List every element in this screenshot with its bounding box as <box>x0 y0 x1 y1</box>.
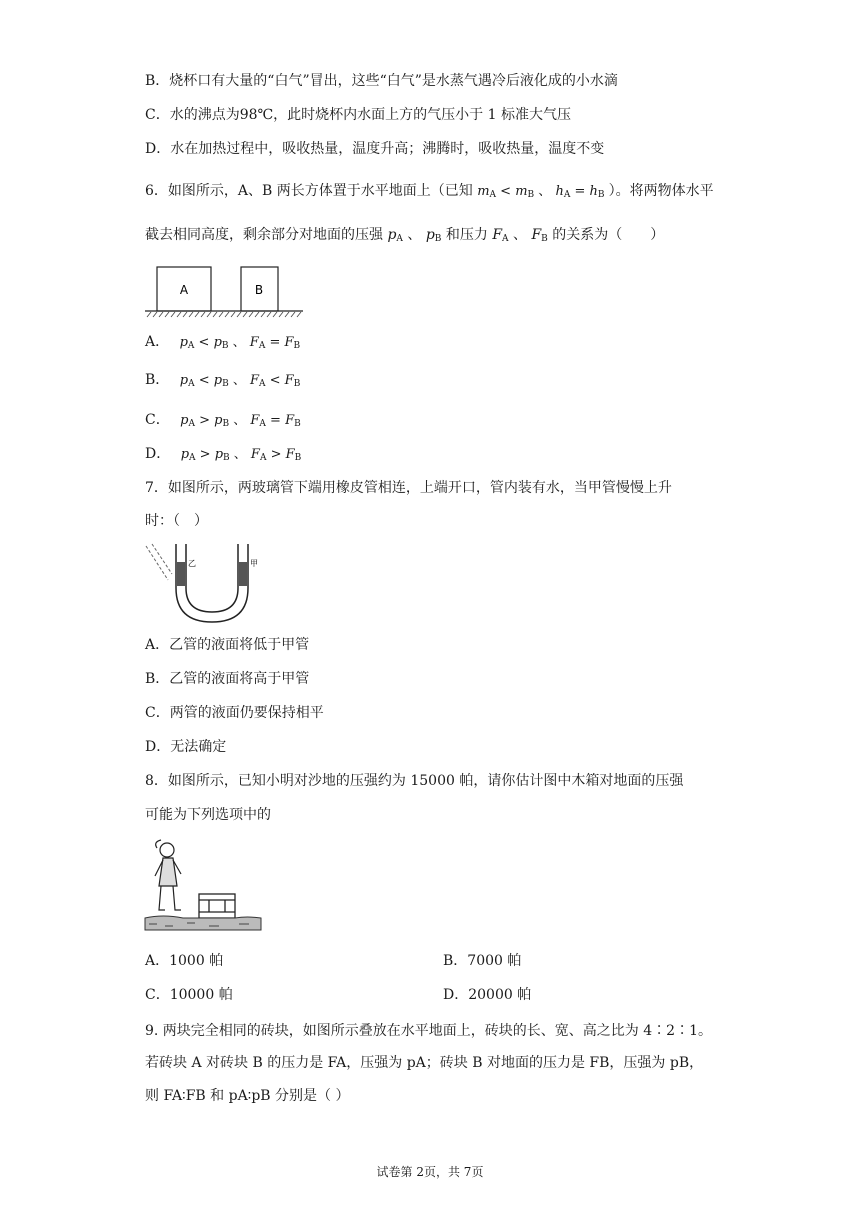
ground-hatching <box>147 312 301 317</box>
q6-stem-line2-part3: 的关系为（ ） <box>552 227 665 243</box>
q9-stem-line3: 则 FA∶FB 和 pA∶pB 分别是（ ） <box>145 1088 350 1104</box>
page-footer: 试卷第 2页，共 7页 <box>376 1165 484 1179</box>
block-b-label: B <box>254 283 264 297</box>
q5-option-d: D．水在加热过程中，吸收热量，温度升高；沸腾时，吸收热量，温度不变 <box>145 141 605 157</box>
q8-stem-line1: 8．如图所示，已知小明对沙地的压强约为 15000 帕，请你估计图中木箱对地面的压强 <box>145 773 684 789</box>
q7-stem-line1: 7．如图所示，两玻璃管下端用橡皮管相连，上端开口，管内装有水，当甲管慢慢上升 <box>145 480 672 496</box>
q6-given-condition: $m_A < m_B$ 、 $h_A = h_B$ <box>477 184 605 200</box>
motion-lines <box>146 544 172 580</box>
q6-option-a-relation: $p_A < p_B$ 、 $F_A = F_B$ <box>179 335 301 351</box>
q7-option-a: A．乙管的液面将低于甲管 <box>145 637 310 653</box>
q9-stem-line2: 若砖块 A 对砖块 B 的压力是 FA，压强为 pA；砖块 B 对地面的压力是 FB，压强为 pB， <box>145 1055 704 1071</box>
person-illustration <box>155 840 181 910</box>
q8-figure-person-box <box>143 838 263 934</box>
tube-jia-water <box>239 562 247 586</box>
q6-force-symbols: $F_A$ 、 $F_B$ <box>492 227 548 244</box>
q7-option-d: D．无法确定 <box>145 739 227 755</box>
q6-option-d <box>145 444 301 468</box>
q5-option-c: C．水的沸点为98℃，此时烧杯内水面上方的气压小于 1 标准大气压 <box>145 107 571 123</box>
q6-option-c <box>145 410 301 434</box>
q6-pressure-symbols: $p_A$ 、 $p_B$ <box>387 227 442 244</box>
wooden-box <box>199 894 235 918</box>
q6-stem-part1: 6．如图所示，A、B 两长方体置于水平地面上（已知 <box>145 183 473 199</box>
q7-option-c: C．两管的液面仍要保持相平 <box>145 705 324 721</box>
q6-option-b-relation: $p_A < p_B$ 、 $F_A < F_B$ <box>179 373 301 389</box>
q6-option-b <box>145 370 300 394</box>
q6-option-d-label: D． <box>145 446 171 462</box>
q7-stem-line2: 时：（ ） <box>145 513 208 529</box>
q6-stem-line2-part1: 截去相同高度，剩余部分对地面的压强 <box>145 227 383 243</box>
q6-option-c-label: C． <box>145 412 170 428</box>
q5-option-b: B．烧杯口有大量的“白气”冒出，这些“白气”是水蒸气遇冷后液化成的小水滴 <box>145 73 618 89</box>
q6-stem-part2: ）。将两物体水平 <box>608 183 714 199</box>
q7-option-b: B．乙管的液面将高于甲管 <box>145 671 310 687</box>
block-a-label: A <box>179 283 189 297</box>
q8-option-c: C．10000 帕 <box>145 987 233 1003</box>
u-tube-inner <box>186 544 238 612</box>
label-jia: 甲 <box>250 559 258 568</box>
tube-yi-water <box>177 562 185 586</box>
q6-option-d-relation: $p_A > p_B$ 、 $F_A > F_B$ <box>180 447 302 463</box>
q8-option-d: D．20000 帕 <box>443 987 532 1003</box>
q8-option-a: A．1000 帕 <box>145 953 224 969</box>
q8-option-b: B．7000 帕 <box>443 953 522 969</box>
label-yi: 乙 <box>188 559 196 568</box>
q6-option-c-relation: $p_A > p_B$ 、 $F_A = F_B$ <box>180 413 301 429</box>
q6-stem-line2 <box>145 225 664 249</box>
q6-option-a-label: A． <box>145 334 170 350</box>
q6-stem-line2-part2: 和压力 <box>445 227 488 243</box>
q9-stem-line1: 9. 两块完全相同的砖块，如图所示叠放在水平地面上，砖块的长、宽、高之比为 4∶2∶1。 <box>145 1023 712 1039</box>
q7-figure-u-tube <box>140 540 270 624</box>
q6-option-b-label: B． <box>145 372 170 388</box>
q6-figure-blocks <box>145 264 305 320</box>
q8-stem-line2: 可能为下列选项中的 <box>145 807 271 823</box>
q6-option-a <box>145 332 300 356</box>
q6-stem-line1 <box>145 181 714 205</box>
u-tube-outer <box>176 544 248 622</box>
sand-ground <box>145 916 261 930</box>
